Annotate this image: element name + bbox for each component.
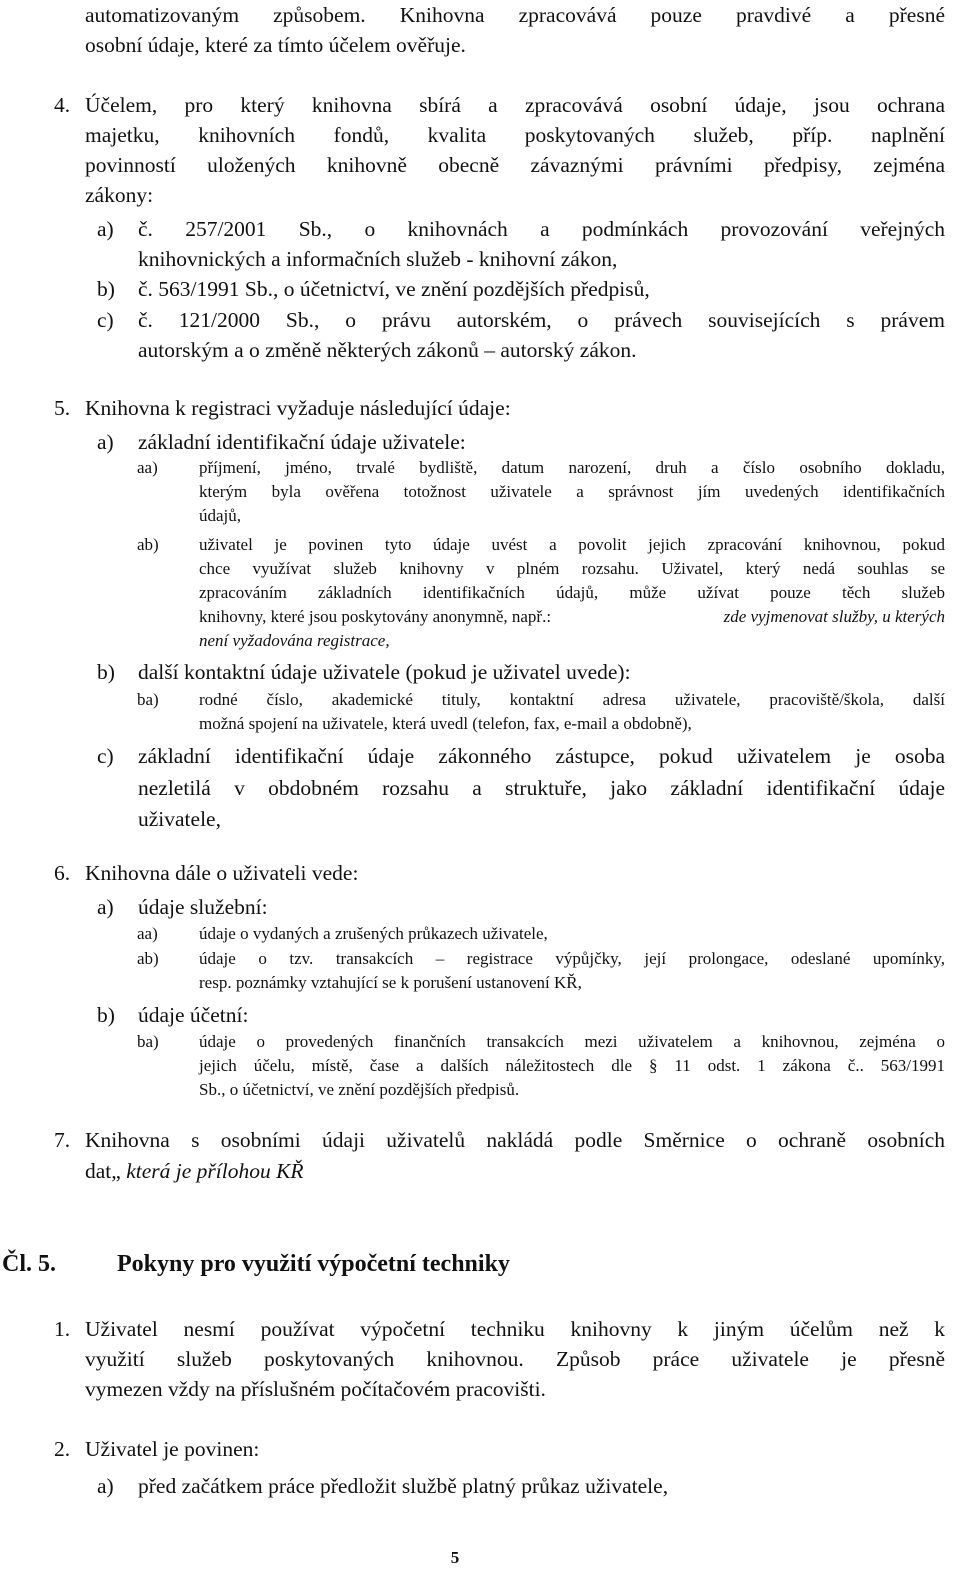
art-p2-a-label: a) <box>97 1474 114 1498</box>
p4-line-2: majetku, knihovních fondů, kvalita poskytovaných služeb, příp. naplnění <box>85 123 945 147</box>
p6-aa-label: aa) <box>137 924 158 943</box>
p5-c-line-3: uživatele, <box>138 807 221 831</box>
p4-a-line-2: knihovnických a informačních služeb - knihovní zákon, <box>138 247 618 271</box>
p5-ab-label: ab) <box>137 535 159 554</box>
art-p1-number: 1. <box>54 1317 71 1341</box>
p5-ab-line-4-italic: zde vyjmenovat služby, u kterých <box>723 607 945 626</box>
p5-b-label: b) <box>97 660 115 684</box>
p5-ab-line-2: chce využívat služeb knihovny v plném rozsahu. Uživatel, který nedá souhlas se <box>199 559 945 578</box>
p5-ab-line-3: zpracováním základních identifikačních údajů, může užívat pouze těch služeb <box>199 583 945 602</box>
p6-aa-line-1: údaje o vydaných a zrušených průkazech uživatele, <box>199 924 548 943</box>
article-title: Pokyny pro využití výpočetní techniky <box>117 1251 510 1277</box>
page-number: 5 <box>450 1548 460 1567</box>
p6-ab-label: ab) <box>137 949 159 968</box>
p7-number: 7. <box>54 1128 71 1152</box>
p4-b-line-1: č. 563/1991 Sb., o účetnictví, ve znění pozdějších předpisů, <box>138 277 650 301</box>
p5-ab-line-4 <box>199 605 945 629</box>
intro-line-2: osobní údaje, které za tímto účelem ověřuje. <box>85 33 466 57</box>
p6-a-text: údaje služební: <box>138 895 268 919</box>
p6-ab-line-2: resp. poznámky vztahující se k porušení ustanovení KŘ, <box>199 973 582 992</box>
p4-number: 4. <box>54 93 71 117</box>
p6-number: 6. <box>54 861 71 885</box>
p4-c-label: c) <box>97 308 114 332</box>
p5-a-text: základní identifikační údaje uživatele: <box>138 430 466 454</box>
p6-b-text: údaje účetní: <box>138 1003 249 1027</box>
p7-line-2-text: dat„ <box>85 1159 127 1183</box>
p7-line-1: Knihovna s osobními údaji uživatelů nakládá podle Směrnice o ochraně osobních <box>85 1128 945 1152</box>
p5-aa-label: aa) <box>137 458 158 477</box>
art-p2-title: Uživatel je povinen: <box>85 1437 260 1461</box>
intro-line-1: automatizovaným způsobem. Knihovna zpracovává pouze pravdivé a přesné <box>85 3 945 27</box>
p6-b-label: b) <box>97 1003 115 1027</box>
p6-ba-line-2: jejich účelu, místě, čase a dalších náležitostech dle § 11 odst. 1 zákona č.. 563/1991 <box>199 1056 945 1075</box>
p5-b-text: další kontaktní údaje uživatele (pokud je uživatel uvede): <box>138 660 631 684</box>
p6-ba-line-1: údaje o provedených finančních transakcích mezi uživatelem a knihovnou, zejména o <box>199 1032 945 1051</box>
p6-title: Knihovna dále o uživateli vede: <box>85 861 359 885</box>
article-label: Čl. 5. <box>2 1251 56 1277</box>
p5-aa-line-1: příjmení, jméno, trvalé bydliště, datum narození, druh a číslo osobního dokladu, <box>199 458 945 477</box>
p5-ba-line-1: rodné číslo, akademické tituly, kontaktní adresa uživatele, pracoviště/škola, další <box>199 690 945 709</box>
p4-c-line-1: č. 121/2000 Sb., o právu autorském, o právech souvisejících s právem <box>138 308 945 332</box>
p4-a-label: a) <box>97 217 114 241</box>
p4-line-3: povinností uložených knihovně obecně závaznými právními předpisy, zejména <box>85 153 945 177</box>
art-p1-line-1: Uživatel nesmí používat výpočetní techniku knihovny k jiným účelům než k <box>85 1317 945 1341</box>
p6-a-label: a) <box>97 895 114 919</box>
art-p1-line-2: využití služeb poskytovaných knihovnou. Způsob práce uživatele je přesně <box>85 1347 945 1371</box>
p5-aa-line-2: kterým byla ověřena totožnost uživatele a správnost jím uvedených identifikačních <box>199 482 945 501</box>
p7-line-2 <box>85 1156 960 1186</box>
p5-ba-label: ba) <box>137 690 159 709</box>
art-p2-a-text: před začátkem práce předložit službě platný průkaz uživatele, <box>138 1474 669 1498</box>
p4-a-line-1: č. 257/2001 Sb., o knihovnách a podmínkách provozování veřejných <box>138 217 945 241</box>
p5-ba-line-2: možná spojení na uživatele, která uvedl (telefon, fax, e-mail a obdobně), <box>199 714 692 733</box>
p6-ab-line-1: údaje o tzv. transakcích – registrace výpůjčky, její prolongace, odeslané upomínky, <box>199 949 945 968</box>
p4-b-label: b) <box>97 277 115 301</box>
p6-ba-line-3: Sb., o účetnictví, ve znění pozdějších předpisů. <box>199 1080 520 1099</box>
p4-line-1: Účelem, pro který knihovna sbírá a zpracovává osobní údaje, jsou ochrana <box>85 93 945 117</box>
p5-ab-line-5: není vyžadována registrace, <box>199 631 390 650</box>
p5-c-line-2: nezletilá v obdobném rozsahu a struktuře, jako základní identifikační údaje <box>138 776 945 800</box>
p5-title: Knihovna k registraci vyžaduje následující údaje: <box>85 396 511 420</box>
p5-ab-line-4-text: knihovny, které jsou poskytovány anonymně, např.: <box>199 607 552 626</box>
p4-line-4: zákony: <box>85 183 154 207</box>
p4-c-line-2: autorským a o změně některých zákonů – autorský zákon. <box>138 338 637 362</box>
p5-a-label: a) <box>97 430 114 454</box>
p5-c-line-1: základní identifikační údaje zákonného zástupce, pokud uživatelem je osoba <box>138 744 945 768</box>
p6-ba-label: ba) <box>137 1032 159 1051</box>
p7-line-2-italic: která je přílohou KŘ <box>126 1159 304 1183</box>
p5-ab-line-1: uživatel je povinen tyto údaje uvést a povolit jejich zpracování knihovnou, pokud <box>199 535 945 554</box>
p5-aa-line-3: údajů, <box>199 506 242 525</box>
art-p2-number: 2. <box>54 1437 71 1461</box>
p5-c-label: c) <box>97 744 114 768</box>
p5-number: 5. <box>54 396 71 420</box>
art-p1-line-3: vymezen vždy na příslušném počítačovém pracovišti. <box>85 1377 546 1401</box>
